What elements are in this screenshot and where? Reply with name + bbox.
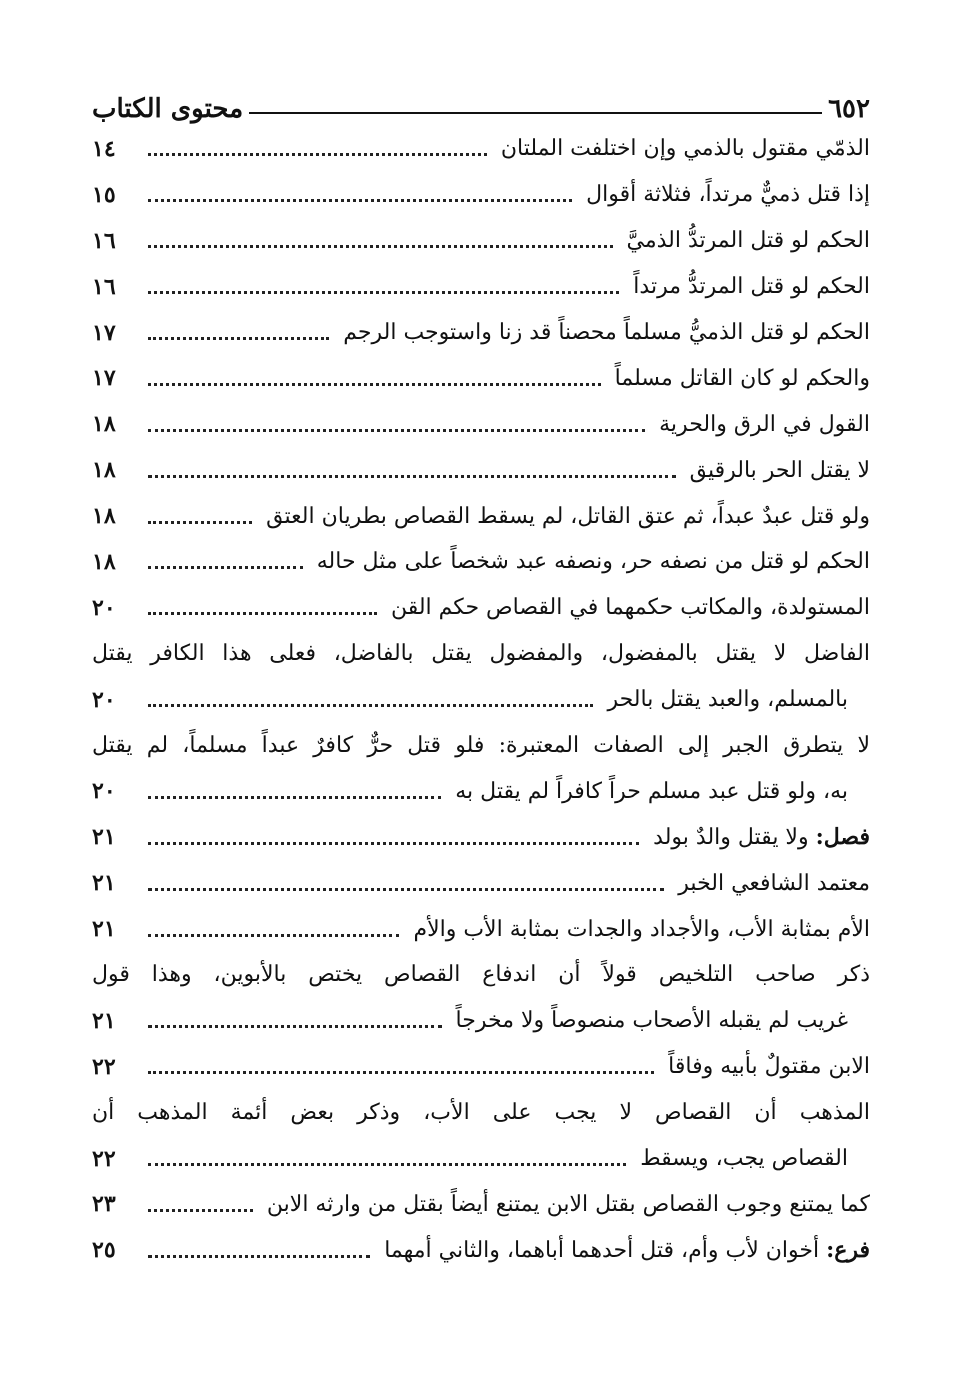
toc-entry-text: إذا قتل ذميٌّ مرتداً، فثلاثة أقوال: [586, 182, 870, 208]
dot-leader: [148, 1071, 654, 1074]
toc-entry-continuation: القصاص يجب، ويسقط: [640, 1146, 848, 1172]
toc-page-number: ١٧: [92, 319, 116, 346]
running-header: [92, 80, 870, 124]
dot-leader: [148, 291, 619, 294]
header-rule: [249, 112, 822, 114]
toc-entry-text-wrap: [413, 917, 870, 942]
toc-entry[interactable]: [92, 585, 870, 631]
dot-leader: [148, 1025, 442, 1028]
toc-entry[interactable]: [92, 264, 870, 310]
dot-leader: [148, 1255, 370, 1258]
toc-entry-line: [92, 952, 870, 998]
dot-leader: [148, 153, 487, 156]
toc-entry[interactable]: [92, 355, 870, 401]
toc-entry-text-wrap: [586, 182, 870, 207]
toc-page-number: ٢١: [92, 824, 116, 851]
toc-entry-text: ذكر صاحب التلخيص قولاً أن اندفاع القصاص يختص بالأبوين، وهذا قول: [92, 962, 870, 988]
toc-entry-lead: فرع:: [826, 1237, 870, 1264]
toc-entry-text-wrap: [668, 1054, 870, 1079]
toc-entry[interactable]: [92, 172, 870, 218]
toc-entry-continuation: بالمسلم، والعبد يقتل بالحر: [607, 687, 848, 713]
toc-entry[interactable]: [92, 539, 870, 585]
toc-page-number: ٢٣: [92, 1191, 116, 1218]
toc-entry-text-wrap: [267, 1192, 870, 1217]
toc-entry-text: والحكم لو كان القاتل مسلماً: [614, 365, 870, 391]
dot-leader: [148, 429, 645, 432]
toc-entry-text-wrap: [633, 274, 870, 299]
toc-page-number: ٢٠: [92, 686, 116, 713]
toc-entry[interactable]: [92, 447, 870, 493]
toc-entry[interactable]: [92, 1227, 870, 1273]
toc-entry-line: [92, 1090, 870, 1136]
toc-entry[interactable]: [92, 998, 870, 1044]
toc-entry-text: أخوان لأب وأم، قتل أحدهما أباهما، والثاني أمهما: [384, 1238, 820, 1264]
toc-entry-text-wrap: [266, 504, 870, 529]
toc-page-number: ٢٠: [92, 778, 116, 805]
toc-page-number: ٢١: [92, 1007, 116, 1034]
toc-page-number: ٢١: [92, 870, 116, 897]
toc-entry-text-wrap: [391, 595, 870, 620]
toc-entry-text: الحكم لو قتل من نصفه حر، ونصفه عبد شخصاً على مثل حاله: [316, 549, 870, 575]
toc-page-number: ٢٢: [92, 1053, 116, 1080]
toc-page-number: ١٦: [92, 273, 116, 300]
toc-entry-text-wrap: [384, 1237, 870, 1263]
dot-leader: [148, 704, 593, 707]
toc-entry[interactable]: [92, 677, 870, 723]
toc-entry-text: لا يتطرق الجبر إلى الصفات المعتبرة: فلو قتل حرٌّ كافرٌ عبداً مسلماً، لم يقتل: [92, 733, 870, 759]
toc-entry[interactable]: [92, 1136, 870, 1182]
toc-page-number: ١٨: [92, 548, 116, 575]
dot-leader: [148, 1163, 626, 1166]
dot-leader: [148, 842, 639, 845]
dot-leader: [148, 383, 601, 386]
toc-entry-text: المذهب أن القصاص لا يجب على الأب، وذكر بعض أئمة المذهب أن: [92, 1100, 870, 1126]
toc-entry-text: ولو قتل عبدٌ عبداً، ثم عتق القاتل، لم يسقط القصاص بطريان العتق: [266, 503, 870, 529]
toc-entry-line: [92, 631, 870, 677]
toc-entry-text: لا يقتل الحر بالرقيق: [689, 457, 870, 483]
toc-entry-text: ولا يقتل والدٌ بولد: [653, 825, 809, 851]
toc-entry[interactable]: [92, 126, 870, 172]
toc-entry-text-wrap: [659, 412, 870, 437]
dot-leader: [148, 566, 303, 569]
toc-entry[interactable]: [92, 493, 870, 539]
toc-entry-continuation: غريب لم يقبله الأصحاب منصوصاً ولا مخرجاً: [455, 1008, 848, 1034]
dot-leader: [148, 796, 441, 799]
toc-entry-text: معتمد الشافعي الخبر: [678, 870, 870, 896]
toc-page-number: ٢٠: [92, 594, 116, 621]
dot-leader: [148, 245, 613, 248]
table-of-contents: [92, 126, 870, 1273]
toc-entry-text: الأم بمثابة الأب، والأجداد والجدات بمثابة الأب والأم: [413, 916, 870, 942]
toc-entry[interactable]: [92, 860, 870, 906]
toc-page-number: ٢٥: [92, 1237, 116, 1264]
toc-page-number: ١٨: [92, 457, 116, 484]
toc-entry-text-wrap: [615, 366, 870, 391]
toc-entry-text-wrap: [690, 458, 870, 483]
dot-leader: [148, 612, 377, 615]
toc-entry[interactable]: [92, 218, 870, 264]
dot-leader: [148, 337, 329, 340]
toc-page-number: ١٧: [92, 365, 116, 392]
toc-page-number: ١٥: [92, 181, 116, 208]
dot-leader: [148, 934, 399, 937]
toc-entry-text-wrap: [501, 136, 870, 161]
toc-entry[interactable]: [92, 1181, 870, 1227]
toc-entry-text-wrap: [653, 824, 870, 850]
dot-leader: [148, 199, 572, 202]
dot-leader: [148, 888, 664, 891]
toc-entry-text-wrap: [317, 549, 870, 574]
toc-entry-text: الذمّي مقتول بالذمي وإن اختلفت الملتان: [500, 136, 870, 162]
toc-entry-text-wrap: [678, 871, 870, 896]
book-section-title: محتوى الكتاب: [92, 94, 244, 124]
dot-leader: [148, 475, 676, 478]
toc-entry-text: المستولدة، والمكاتب حكمهما في القصاص حكم القن: [390, 595, 870, 621]
dot-leader: [148, 521, 252, 524]
toc-page-number: ١٨: [92, 503, 116, 530]
toc-entry-text: القول في الرق والحرية: [659, 411, 870, 437]
toc-entry-text-wrap: [343, 320, 870, 345]
toc-entry-text: كما يمتنع وجوب القصاص بقتل الابن يمتنع أيضاً بقتل من وارثه الابن: [266, 1191, 870, 1217]
dot-leader: [148, 1209, 253, 1212]
toc-entry-text: الحكم لو قتل المرتدُّ الذميَّ: [626, 228, 870, 254]
toc-entry-lead: فصل:: [815, 824, 870, 851]
toc-page-number: ٢٢: [92, 1145, 116, 1172]
toc-entry[interactable]: [92, 1044, 870, 1090]
toc-entry[interactable]: [92, 401, 870, 447]
toc-page-number: ٢١: [92, 916, 116, 943]
toc-page-number: ١٦: [92, 227, 116, 254]
toc-entry-text: الفاضل لا يقتل بالمفضول، والمفضول يقتل بالفاضل، فعلى هذا الكافر يقتل: [92, 641, 870, 667]
toc-entry-text: الابن مقتولٌ بأبيه وفاقاً: [668, 1054, 870, 1080]
toc-entry-text-wrap: [627, 228, 871, 253]
toc-entry-continuation: به، ولو قتل عبد مسلم حراً كافراً لم يقتل به: [455, 778, 848, 804]
toc-entry-text: الحكم لو قتل الذميُّ مسلماً محصناً قد زنا واستوجب الرجم: [343, 320, 870, 345]
toc-page-number: ١٨: [92, 411, 116, 438]
page-number: ٦٥٢: [828, 94, 870, 124]
toc-entry[interactable]: [92, 814, 870, 860]
toc-page-number: ١٤: [92, 135, 116, 162]
toc-entry[interactable]: [92, 768, 870, 814]
toc-entry-text: الحكم لو قتل المرتدُّ مرتداً: [633, 274, 870, 300]
toc-entry[interactable]: [92, 906, 870, 952]
toc-entry[interactable]: [92, 310, 870, 356]
toc-entry-line: [92, 723, 870, 769]
